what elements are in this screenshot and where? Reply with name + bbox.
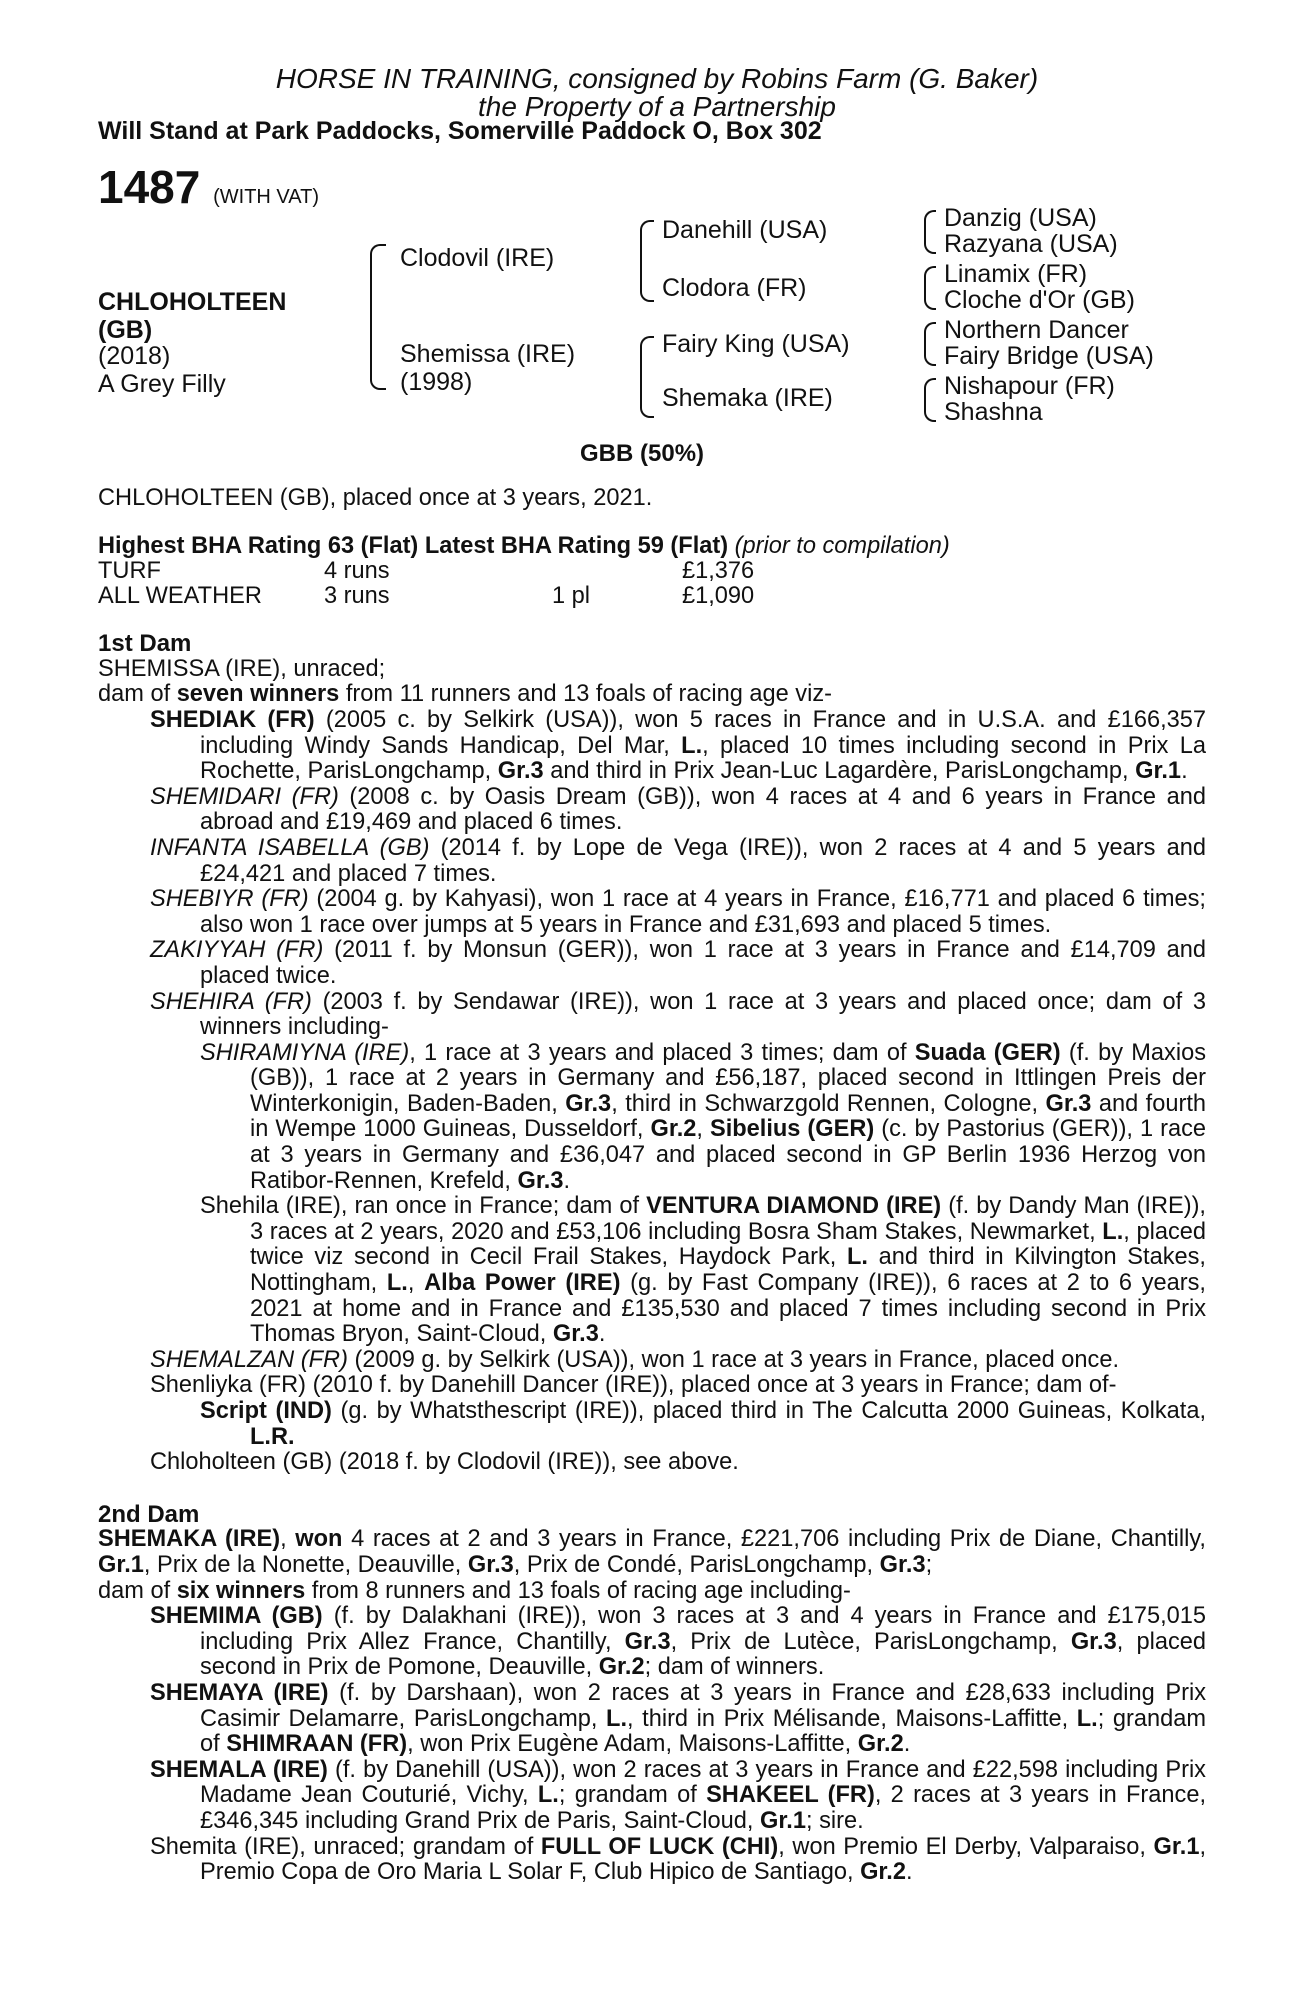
gg-2: Razyana (USA) — [944, 230, 1118, 258]
txt-bold: seven winners — [176, 681, 340, 708]
list-item: Chloholteen (GB) (2018 f. by Clodovil (IRE)), see above. — [150, 1449, 739, 1476]
summary: CHLOHOLTEEN (GB), placed once at 3 years, 2021. — [98, 485, 653, 511]
gg-8: Shashna — [944, 398, 1043, 426]
list-item: SHEMALZAN (FR) (2009 g. by Selkirk (USA)), won 1 race at 3 years in France, placed once. — [150, 1346, 1120, 1373]
gg-4: Cloche d'Or (GB) — [944, 286, 1135, 314]
list-item: SHIRAMIYNA (IRE), 1 race at 3 years and placed 3 times; dam of Suada (GER) (f. by Maxios (GB)), 1 race at 2 years in Germany and £56,187, placed second in Ittlingen Preis der Winterkonigin, Baden-Baden, Gr.3, third in Schwarzgold Rennen, Cologne, Gr.3 and fourth in Wempe 1000 Guineas, Dusseldorf, Gr.2, Sibelius (GER) (c. by Pastorius (GER)), 1 race at 3 years in Germany and £36,047 and placed second in GP Berlin 1936 Herzog von Ratibor-Rennen, Krefeld, Gr.3. — [200, 1039, 1206, 1194]
list-item: Shehila (IRE), ran once in France; dam of VENTURA DIAMOND (IRE) (f. by Dandy Man (IRE)), 3 races at 2 years, 2020 and £53,106 including Bosra Sham Stakes, Newmarket, L., placed twice viz second in Cecil Frail Stakes, Haydock Park, L. and third in Kilvington Stakes, Nottingham, L., Alba Power (IRE) (g. by Fast Company (IRE)), 6 races at 2 to 6 years, 2021 at home and in France and £135,530 and placed 7 times including second in Prix Thomas Bryon, Saint-Cloud, Gr.3. — [200, 1193, 1206, 1348]
consignor-line: HORSE IN TRAINING, consigned by Robins Farm (G. Baker) — [275, 63, 1039, 94]
gg-7: Nishapour (FR) — [944, 372, 1115, 400]
stat-surface: ALL WEATHER — [98, 583, 262, 610]
gg-5: Northern Dancer — [944, 316, 1129, 344]
first-dam-heading: 1st Dam — [98, 630, 192, 658]
second-dam-heading: 2nd Dam — [98, 1500, 200, 1528]
gg-6: Fairy Bridge (USA) — [944, 342, 1154, 370]
dam2-intro: SHEMAKA (IRE), won 4 races at 2 and 3 years in France, £221,706 including Prix de Diane, Chantilly, Gr.1, Prix de la Nonette, Deauville, Gr.3, Prix de Condé, ParisLongchamp, Gr.3; — [98, 1526, 1206, 1578]
body-text — [98, 486, 1206, 1886]
horse-country: (GB) — [98, 316, 153, 344]
table-row — [98, 584, 754, 609]
property-line: the Property of a Partnership — [478, 91, 836, 122]
stat-runs: 3 runs — [324, 583, 390, 610]
list-item: Shenliyka (FR) (2010 f. by Danehill Dancer (IRE)), placed once at 3 years in France; dam of- — [150, 1372, 1117, 1399]
list-item: INFANTA ISABELLA (GB) (2014 f. by Lope de Vega (IRE)), won 2 races at 4 and 5 years and £24,421 and placed 7 times. — [150, 834, 1206, 887]
sire-sire: Danehill (USA) — [662, 216, 828, 244]
dam2-intro-2: dam of six winners from 8 runners and 13 foals of racing age including- — [98, 1577, 851, 1604]
txt: dam of — [98, 681, 177, 708]
dam-dam: Shemaka (IRE) — [662, 384, 833, 412]
table-row — [98, 559, 754, 584]
list-item: SHEHIRA (FR) (2003 f. by Sendawar (IRE)), won 1 race at 3 years and placed once; dam of 3 winners including- — [150, 988, 1206, 1041]
dam-year: (1998) — [400, 368, 473, 396]
dam-sire: Fairy King (USA) — [662, 330, 850, 358]
list-item: SHEMIDARI (FR) (2008 c. by Oasis Dream (GB)), won 4 races at 4 and 6 years in France and abroad and £19,469 and placed 6 times. — [150, 783, 1206, 836]
rating-line — [98, 534, 1206, 560]
gg-1: Danzig (USA) — [944, 204, 1097, 232]
list-item: SHEMAYA (IRE) (f. by Darshaan), won 2 races at 3 years in France and £28,633 including Prix Casimir Delamarre, ParisLongchamp, L., third in Prix Mélisande, Maisons-Laffitte, L.; grandam of SHIMRAAN (FR), won Prix Eugène Adam, Maisons-Laffitte, Gr.2. — [150, 1679, 1206, 1758]
location-line: Will Stand at Park Paddocks, Somerville Paddock O, Box 302 — [98, 117, 822, 145]
pedigree-brace-7 — [924, 378, 936, 422]
dam1-intro-2 — [98, 682, 1206, 708]
pedigree-brace-5 — [924, 266, 936, 310]
lot-number — [98, 162, 319, 222]
list-item: SHEDIAK (FR) (2005 c. by Selkirk (USA)), won 5 races in France and in U.S.A. and £166,357 including Windy Sands Handicap, Del Mar, L., placed 10 times including second in Prix La Rochette, ParisLongchamp, Gr.3 and third in Prix Jean-Luc Lagardère, ParisLongchamp, Gr.1. — [150, 706, 1206, 785]
pedigree-brace-6 — [924, 322, 936, 366]
list-item: SHEMIMA (GB) (f. by Dalakhani (IRE)), won 3 races at 3 and 4 years in France and £175,015 including Prix Allez France, Chantilly, Gr.3, Prix de Lutèce, ParisLongchamp, Gr.3, placed second in Prix de Pomone, Deauville, Gr.2; dam of winners. — [150, 1603, 1206, 1681]
pedigree-brace-4 — [924, 210, 936, 254]
list-item: Shemita (IRE), unraced; grandam of FULL OF LUCK (CHI), won Premio El Derby, Valparaiso, Gr.1, Premio Copa de Oro Maria L Solar F, Club Hipico de Santiago, Gr.2. — [150, 1833, 1207, 1886]
lot-number-value: 1487 — [98, 161, 201, 213]
horse-description: A Grey Filly — [98, 370, 226, 398]
pedigree-brace-1 — [370, 244, 386, 390]
gg-3: Linamix (FR) — [944, 260, 1088, 288]
rating-bold: Highest BHA Rating 63 (Flat) Latest BHA Rating 59 (Flat) — [98, 532, 729, 559]
list-item: ZAKIYYAH (FR) (2011 f. by Monsun (GER)), won 1 race at 3 years in France and £14,709 and placed twice. — [150, 937, 1206, 989]
dam1-intro: SHEMISSA (IRE), unraced; — [98, 655, 386, 682]
rating-note: (prior to compilation) — [734, 532, 950, 559]
stat-pl — [552, 559, 682, 584]
stat-surface: TURF — [98, 558, 161, 585]
pedigree-brace-2 — [640, 220, 654, 302]
horse-year: (2018) — [98, 342, 171, 370]
pedigree-brace-3 — [640, 336, 654, 418]
horse-name: CHLOHOLTEEN — [98, 288, 287, 316]
list-item: Script (IND) (g. by Whatsthescript (IRE)), placed third in The Calcutta 2000 Guineas, Kolkata, L.R. — [200, 1398, 1207, 1450]
stat-pl: 1 pl — [552, 583, 591, 610]
txt: from 11 runners and 13 foals of racing age viz- — [339, 681, 832, 708]
sire: Clodovil (IRE) — [400, 244, 555, 272]
list-item: SHEMALA (IRE) (f. by Danehill (USA)), won 2 races at 3 years in France and £22,598 including Prix Madame Jean Couturié, Vichy, L.; grandam of SHAKEEL (FR), 2 races at 3 years in France, £346,345 including Grand Prix de Paris, Saint-Cloud, Gr.1; sire. — [150, 1756, 1206, 1834]
stat-amount: £1,376 — [682, 558, 755, 585]
dam: Shemissa (IRE) — [400, 340, 576, 368]
stat-runs: 4 runs — [324, 558, 390, 585]
gbb-label: GBB (50%) — [580, 440, 705, 467]
sire-dam: Clodora (FR) — [662, 274, 807, 302]
list-item: SHEBIYR (FR) (2004 g. by Kahyasi), won 1 race at 4 years in France, £16,771 and placed 6 times; also won 1 race over jumps at 5 years in France and £31,693 and placed 5 times. — [150, 886, 1206, 938]
stat-amount: £1,090 — [682, 583, 755, 610]
stats-table — [98, 559, 754, 609]
vat-note: (WITH VAT) — [213, 186, 320, 208]
